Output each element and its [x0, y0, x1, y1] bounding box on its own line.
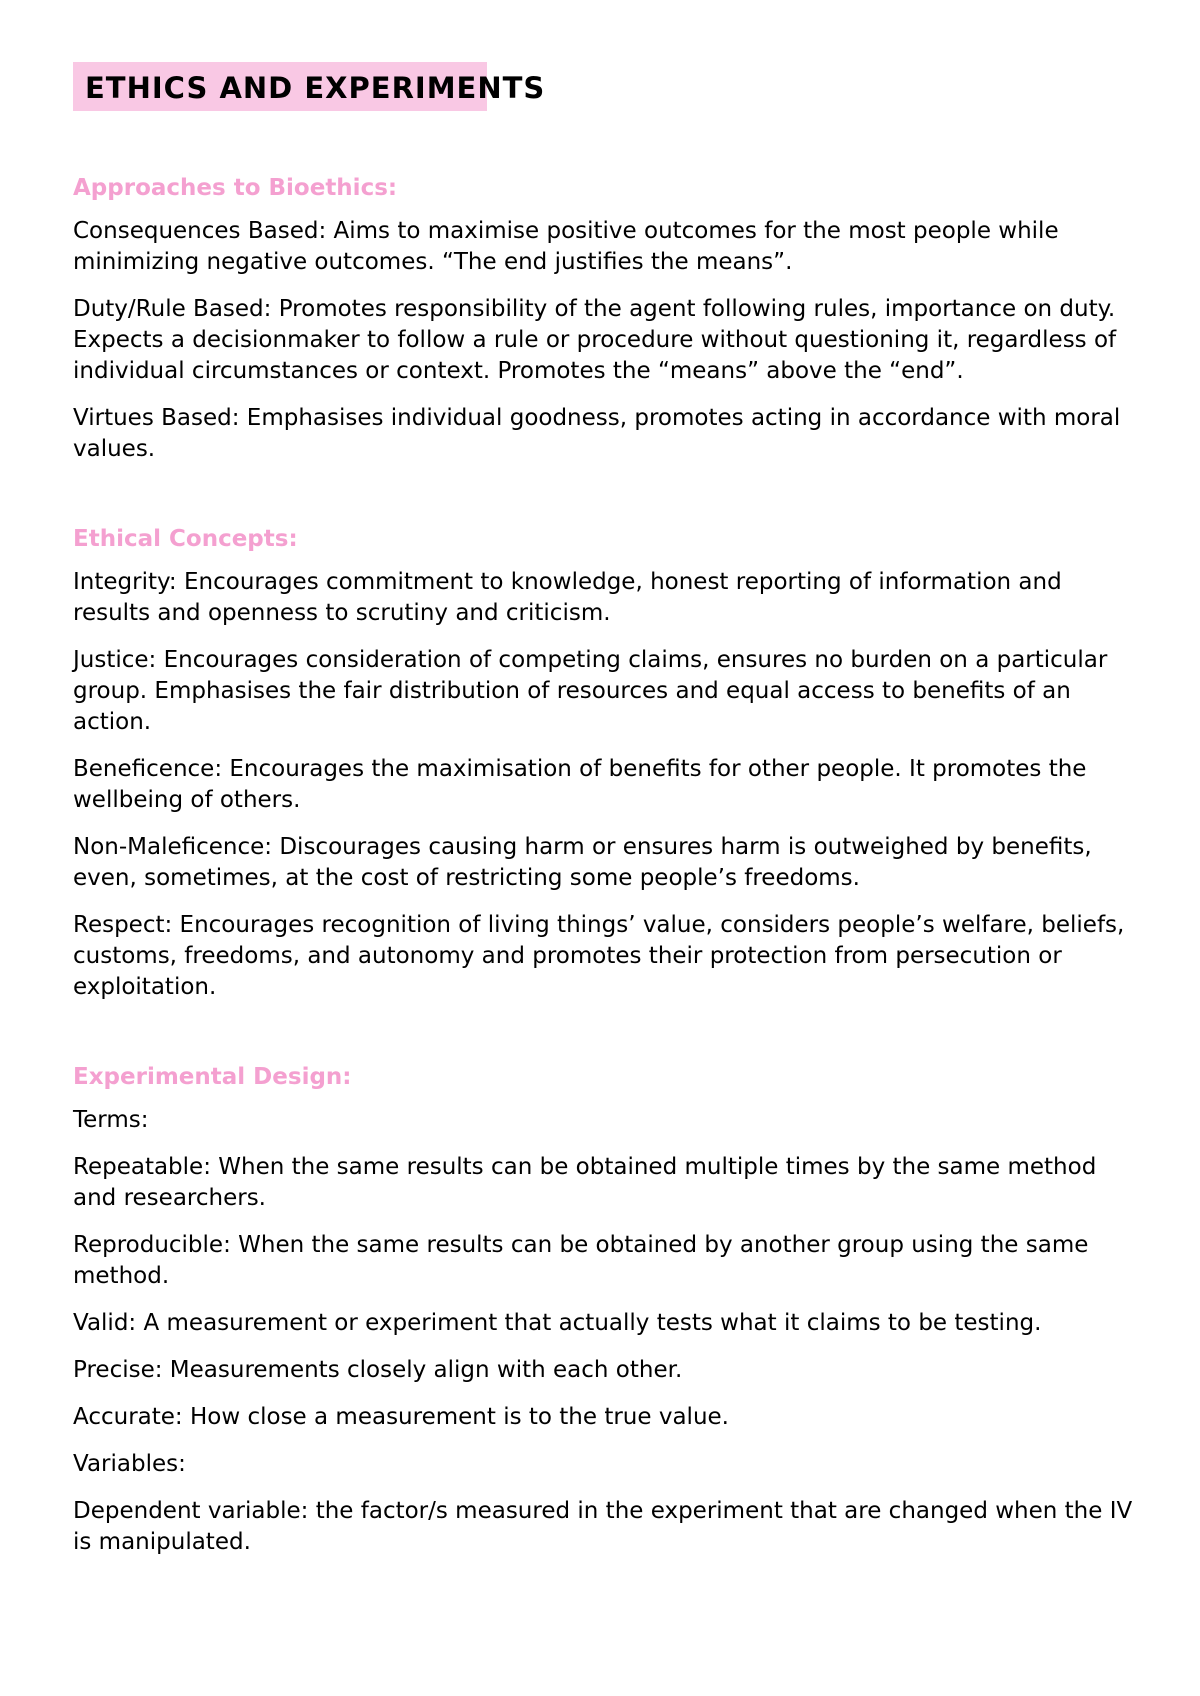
paragraph-integrity: Integrity: Encourages commitment to knowledge, honest reporting of information and results and openness to scrutiny and criticism. [73, 569, 1062, 626]
section-heading: Ethical Concepts: [73, 526, 298, 552]
paragraph-duty-rule-based: Duty/Rule Based: Promotes responsibility of the agent following rules, importance on duty. Expects a decisionmaker to follow a rule or procedure without questioning it, regardless of individual circumstances or context. Promotes the “means” above the “end”. [73, 296, 1117, 384]
paragraph-beneficence: Beneficence: Encourages the maximisation of benefits for other people. It promotes the wellbeing of others. [73, 756, 1087, 813]
section-experimental-design [73, 1061, 1133, 1558]
paragraph-respect: Respect: Encourages recognition of living things’ value, considers people’s welfare, beliefs, customs, freedoms, and autonomy and promotes their protection from persecution or exploitation. [73, 912, 1125, 1000]
document-page [73, 60, 1133, 1558]
paragraph-reproducible: Reproducible: When the same results can be obtained by another group using the same method. [73, 1232, 1089, 1289]
page-title: ETHICS AND EXPERIMENTS [85, 71, 546, 105]
paragraph-repeatable: Repeatable: When the same results can be obtained multiple times by the same method and researchers. [73, 1154, 1097, 1211]
paragraph-accurate: Accurate: How close a measurement is to the true value. [73, 1404, 729, 1430]
section-heading: Approaches to Bioethics: [73, 175, 398, 201]
section-heading: Experimental Design: [73, 1064, 352, 1090]
paragraph-justice: Justice: Encourages consideration of competing claims, ensures no burden on a particular group. Emphasises the fair distribution of resources and equal access to benefits of an action. [73, 647, 1108, 735]
section-ethical-concepts [73, 523, 1133, 1003]
paragraph-variables-label: Variables: [73, 1451, 186, 1477]
paragraph-non-maleficence: Non-Maleficence: Discourages causing harm or ensures harm is outweighed by benefits, even, sometimes, at the cost of restricting some people’s freedoms. [73, 834, 1092, 891]
paragraph-valid: Valid: A measurement or experiment that actually tests what it claims to be testing. [73, 1310, 1042, 1336]
section-approaches-to-bioethics [73, 172, 1133, 465]
paragraph-consequences-based: Consequences Based: Aims to maximise positive outcomes for the most people while minimizing negative outcomes. “The end justifies the means”. [73, 218, 1059, 275]
title-block [73, 60, 1133, 114]
paragraph-terms-label: Terms: [73, 1107, 149, 1133]
paragraph-virtues-based: Virtues Based: Emphasises individual goodness, promotes acting in accordance with moral values. [73, 405, 1121, 462]
paragraph-dependent-variable: Dependent variable: the factor/s measured in the experiment that are changed when the IV is manipulated. [73, 1498, 1133, 1555]
paragraph-precise: Precise: Measurements closely align with each other. [73, 1357, 683, 1383]
